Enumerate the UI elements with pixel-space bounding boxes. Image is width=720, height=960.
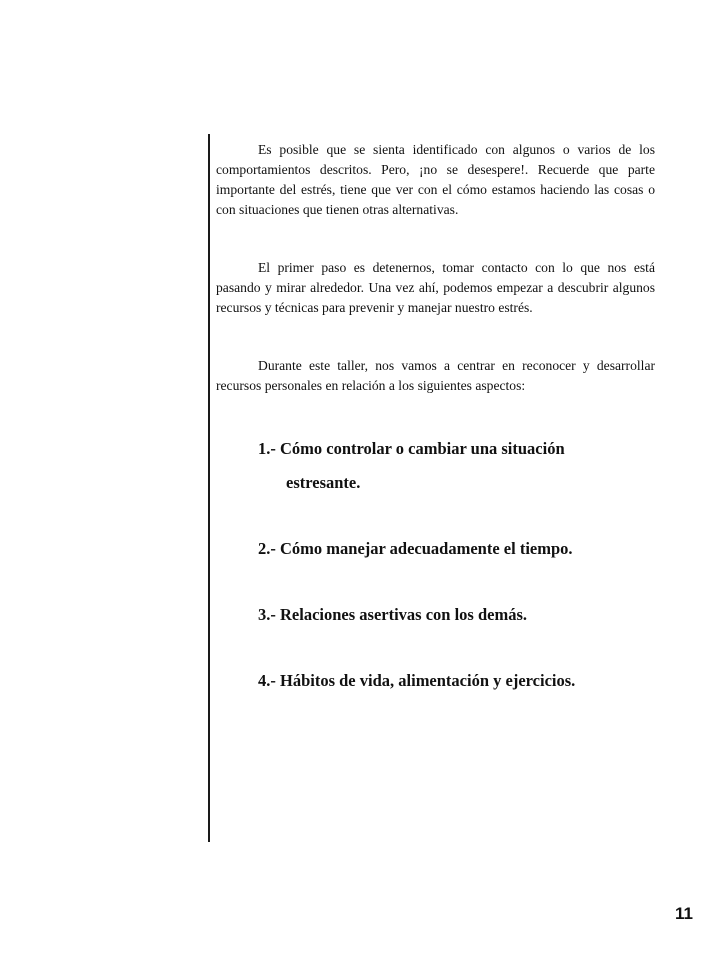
aspect-number: 2.-: [258, 539, 276, 558]
aspect-item-1: [258, 432, 655, 500]
paragraph-intro: Es posible que se sienta identificado con algunos o varios de los comportamientos descritos. Pero, ¡no se desespere!. Recuerde que parte importante del estrés, tiene que ver con el cómo estamos haciendo las cosas o con situaciones que tienen otras alternativas.: [216, 142, 655, 217]
paragraph-workshop: Durante este taller, nos vamos a centrar en reconocer y desarrollar recursos personales en relación a los siguientes aspectos:: [216, 358, 655, 393]
aspect-text: Hábitos de vida, alimentación y ejercicios.: [280, 671, 576, 690]
paragraph-first-step: El primer paso es detenernos, tomar contacto con lo que nos está pasando y mirar alrededor. Una vez ahí, podemos empezar a descubrir algunos recursos y técnicas para prevenir y manejar nuestro estrés.: [216, 260, 655, 315]
page-number: 11: [675, 904, 693, 923]
aspects-list: [216, 432, 655, 698]
aspect-number: 4.-: [258, 671, 276, 690]
aspect-number: 1.-: [258, 439, 276, 458]
aspect-text: Relaciones asertivas con los demás.: [280, 605, 528, 624]
page-content: [216, 140, 655, 730]
aspect-number: 3.-: [258, 605, 276, 624]
aspect-text: Cómo manejar adecuadamente el tiempo.: [280, 539, 573, 558]
aspect-item-4: [258, 664, 655, 698]
aspect-text: Cómo controlar o cambiar una situación: [280, 439, 565, 458]
aspect-item-3: [258, 598, 655, 632]
aspect-item-2: [258, 532, 655, 566]
margin-rule: [208, 134, 210, 842]
aspect-text-continuation: estresante.: [286, 473, 361, 492]
